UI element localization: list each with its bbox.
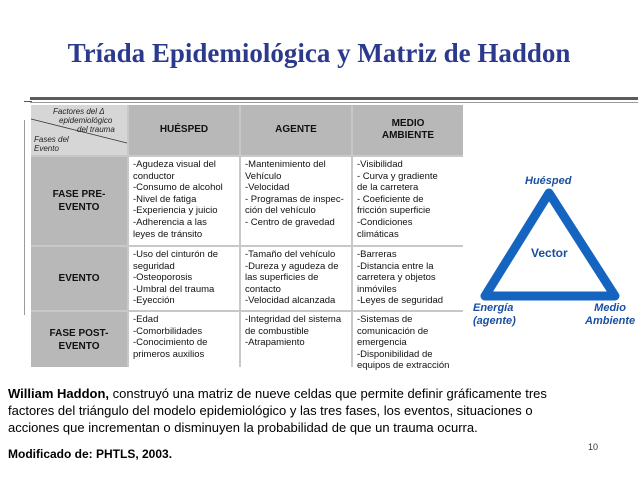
description-line-3: acciones que incrementan o disminuyen la probabilidad de que un trauma ocurra. xyxy=(8,420,478,436)
title-divider-thin xyxy=(30,102,638,103)
cell-pre-event-agent: -Mantenimiento del Vehículo -Velocidad - Programas de inspec- ción del vehículo - Centro de gravedad xyxy=(241,157,351,245)
corner-phases-1: Fases del xyxy=(34,135,69,144)
epidemiological-triad xyxy=(465,168,638,340)
column-header-host: HUÉSPED xyxy=(129,105,239,155)
title-divider xyxy=(30,97,638,100)
cell-post-event-host: -Edad -Comorbilidades -Conocimiento de primeros auxilios xyxy=(129,312,239,367)
row-header-post-event: FASE POST- EVENTO xyxy=(31,312,127,367)
corner-factors-2: epidemiológico xyxy=(59,116,113,125)
cell-event-agent: -Tamaño del vehículo -Dureza y agudeza de las superficies de contacto -Velocidad alcanzada xyxy=(241,247,351,310)
triad-vector-label: Vector xyxy=(531,246,568,260)
cell-pre-event-environment: -Visibilidad - Curva y gradiente de la carretera - Coeficiente de fricción superficie -Condiciones climáticas xyxy=(353,157,463,245)
divider-tick xyxy=(24,101,32,102)
source-citation: Modificado de: PHTLS, 2003. xyxy=(8,447,173,461)
corner-factors-3: del trauma xyxy=(77,125,115,134)
corner-factors-1: Factores del xyxy=(53,107,98,116)
column-header-agent: AGENTE xyxy=(241,105,351,155)
corner-phases-2: Evento xyxy=(34,144,59,153)
author-name: William Haddon, xyxy=(8,386,109,401)
cell-post-event-environment: -Sistemas de comunicación de emergencia -Disponibilidad de equipos de extracción xyxy=(353,312,463,367)
cell-event-host: -Uso del cinturón de seguridad -Osteoporosis -Umbral del trauma -Eyección xyxy=(129,247,239,310)
description-paragraph xyxy=(8,385,633,437)
page-number: 10 xyxy=(588,442,599,452)
cell-event-environment: -Barreras -Distancia entre la carretera y objetos inmóviles -Leyes de seguridad xyxy=(353,247,463,310)
cell-post-event-agent: -Integridad del sistema de combustible -Atrapamiento xyxy=(241,312,351,367)
cell-pre-event-host: -Agudeza visual del conductor -Consumo de alcohol -Nivel de fatiga -Experiencia y juicio -Adherencia a las leyes de tránsito xyxy=(129,157,239,245)
triad-host-label: Huésped xyxy=(525,175,572,187)
slide-title: Tríada Epidemiológica y Matriz de Haddon xyxy=(67,38,571,68)
corner-delta-symbol: Δ xyxy=(99,107,105,116)
description-line-1: construyó una matriz de nueve celdas que permite definir gráficamente tres xyxy=(109,386,547,401)
row-header-pre-event: FASE PRE- EVENTO xyxy=(31,157,127,245)
left-margin-line xyxy=(24,120,25,315)
triad-energy-label: Energía (agente) xyxy=(473,302,516,327)
row-header-event: EVENTO xyxy=(31,247,127,310)
column-header-environment: MEDIO AMBIENTE xyxy=(353,105,463,155)
description-line-2: factores del triángulo del modelo epidemiológico y las tres fases, los eventos, situaciones o xyxy=(8,403,533,419)
triad-environment-label: Medio Ambiente xyxy=(585,302,636,327)
matrix-corner xyxy=(31,105,127,155)
haddon-matrix xyxy=(31,105,463,372)
